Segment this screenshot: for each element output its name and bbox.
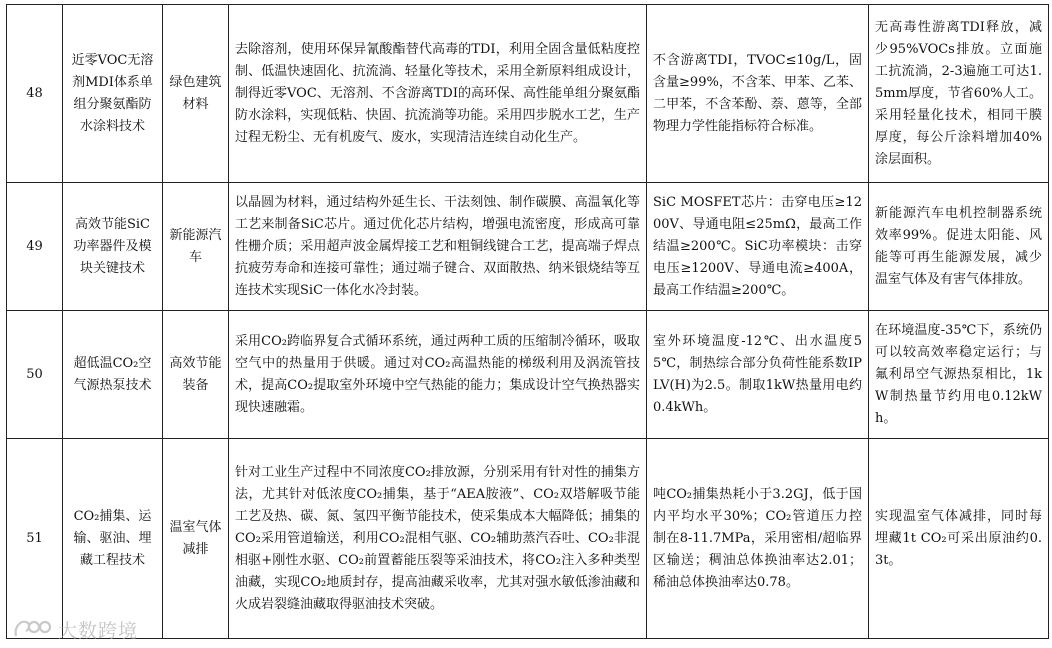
technology-description: 针对工业生产过程中不同浓度CO₂排放源，分别采用有针对性的捕集方法，尤其针对低浓度CO₂捕集，基于“AEA胺液”、CO₂双塔解吸节能工艺及热、碳、氮、氢四平衡节能技术，使采集成本大幅降低；捕集的CO₂采用管道输送，利用CO₂混相气驱、CO₂辅助蒸汽吞吐、CO₂非混相驱+刚性水驱、CO₂前置蓄能压裂等采油技术，将CO₂注入多种类型油藏，实现CO₂地质封存，提高油藏采收率，尤其对强水敏低渗油藏和火成岩裂缝油藏取得驱油技术突破。 bbox=[229, 439, 647, 639]
application-effect: 无高毒性游离TDI释放，减少95%VOCs排放。立面施工抗流淌，2-3遍施工可达1.5mm厚度，节省60%人工。采用轻量化技术，相同干膜厚度，每公斤涂料增加40%涂层面积。 bbox=[869, 5, 1049, 183]
performance-indicators: 室外环境温度-12℃、出水温度55℃，制热综合部分负荷性能系数IPLV(H)为2.5。制取1kW热量用电约0.4kWh。 bbox=[647, 311, 869, 439]
table-row bbox=[7, 439, 1049, 639]
technology-name: 近零VOC无溶剂MDI体系单组分聚氨酯防水涂料技术 bbox=[63, 5, 163, 183]
row-number: 49 bbox=[7, 183, 63, 311]
technology-description: 采用CO₂跨临界复合式循环系统，通过两种工质的压缩制冷循环，吸取空气中的热量用于供暖。通过对CO₂高温热能的梯级利用及涡流管技术，提高CO₂提取室外环境中空气热能的能力；集成设计空气换热器实现快速融霜。 bbox=[229, 311, 647, 439]
watermark bbox=[12, 614, 138, 644]
technology-name: CO₂捕集、运输、驱油、埋藏工程技术 bbox=[63, 439, 163, 639]
performance-indicators: 吨CO₂捕集热耗小于3.2GJ，低于国内平均水平30%；CO₂管道压力控制在8-11.7MPa，采用密相/超临界区输送；稠油总体换油率达2.01；稀油总体换油率达0.78。 bbox=[647, 439, 869, 639]
technology-description: 去除溶剂，使用环保异氰酸酯替代高毒的TDI，利用全固含量低粘度控制、低温快速固化、抗流淌、轻量化等技术，采用全新原料组成设计，制得近零VOC、无溶剂、不含游离TDI的高环保、高性能单组分聚氨酯防水涂料，实现低粘、快固、抗流淌等功能。采用四步脱水工艺，生产过程无粉尘、无有机废气、废水，实现清洁连续自动化生产。 bbox=[229, 5, 647, 183]
table-row bbox=[7, 183, 1049, 311]
watermark-text: 大数跨境 bbox=[58, 619, 139, 642]
performance-indicators: 不含游离TDI，TVOC≤10g/L，固含量≥99%，不含苯、甲苯、乙苯、二甲苯，不含苯酚、萘、蒽等，全部物理力学性能指标符合标准。 bbox=[647, 5, 869, 183]
technology-category: 高效节能装备 bbox=[163, 311, 229, 439]
table-row bbox=[7, 311, 1049, 439]
technology-description: 以晶圆为材料，通过结构外延生长、干法刻蚀、制作碳膜、高温氧化等工艺来制备SiC芯片。通过优化芯片结构，增强电流密度，形成高可靠性栅介质；采用超声波金属焊接工艺和粗铜线键合工艺，提高端子焊点抗疲劳寿命和连接可靠性；通过端子键合、双面散热、纳米银烧结等互连技术实现SiC一体化水冷封装。 bbox=[229, 183, 647, 311]
technology-category: 新能源汽车 bbox=[163, 183, 229, 311]
row-number: 48 bbox=[7, 5, 63, 183]
performance-indicators: SiC MOSFET芯片：击穿电压≥1200V、导通电阻≤25mΩ，最高工作结温≥200℃。SiC功率模块：击穿电压≥1200V、导通电流≥400A，最高工作结温≥200℃。 bbox=[647, 183, 869, 311]
row-number: 51 bbox=[7, 439, 63, 639]
row-number: 50 bbox=[7, 311, 63, 439]
logo-icon bbox=[12, 616, 52, 642]
application-effect: 新能源汽车电机控制器系统效率99%。促进太阳能、风能等可再生能源发展，减少温室气体及有害气体排放。 bbox=[869, 183, 1049, 311]
technology-name: 高效节能SiC功率器件及模块关键技术 bbox=[63, 183, 163, 311]
application-effect: 实现温室气体减排，同时每埋藏1t CO₂可采出原油约0.3t。 bbox=[869, 439, 1049, 639]
technology-name: 超低温CO₂空气源热泵技术 bbox=[63, 311, 163, 439]
table-row bbox=[7, 5, 1049, 183]
application-effect: 在环境温度-35℃下，系统仍可以较高效率稳定运行；与氟利昂空气源热泵相比，1kW制热量节约用电0.12kWh。 bbox=[869, 311, 1049, 439]
technology-category: 绿色建筑材料 bbox=[163, 5, 229, 183]
technology-table bbox=[6, 4, 1049, 639]
technology-category: 温室气体减排 bbox=[163, 439, 229, 639]
